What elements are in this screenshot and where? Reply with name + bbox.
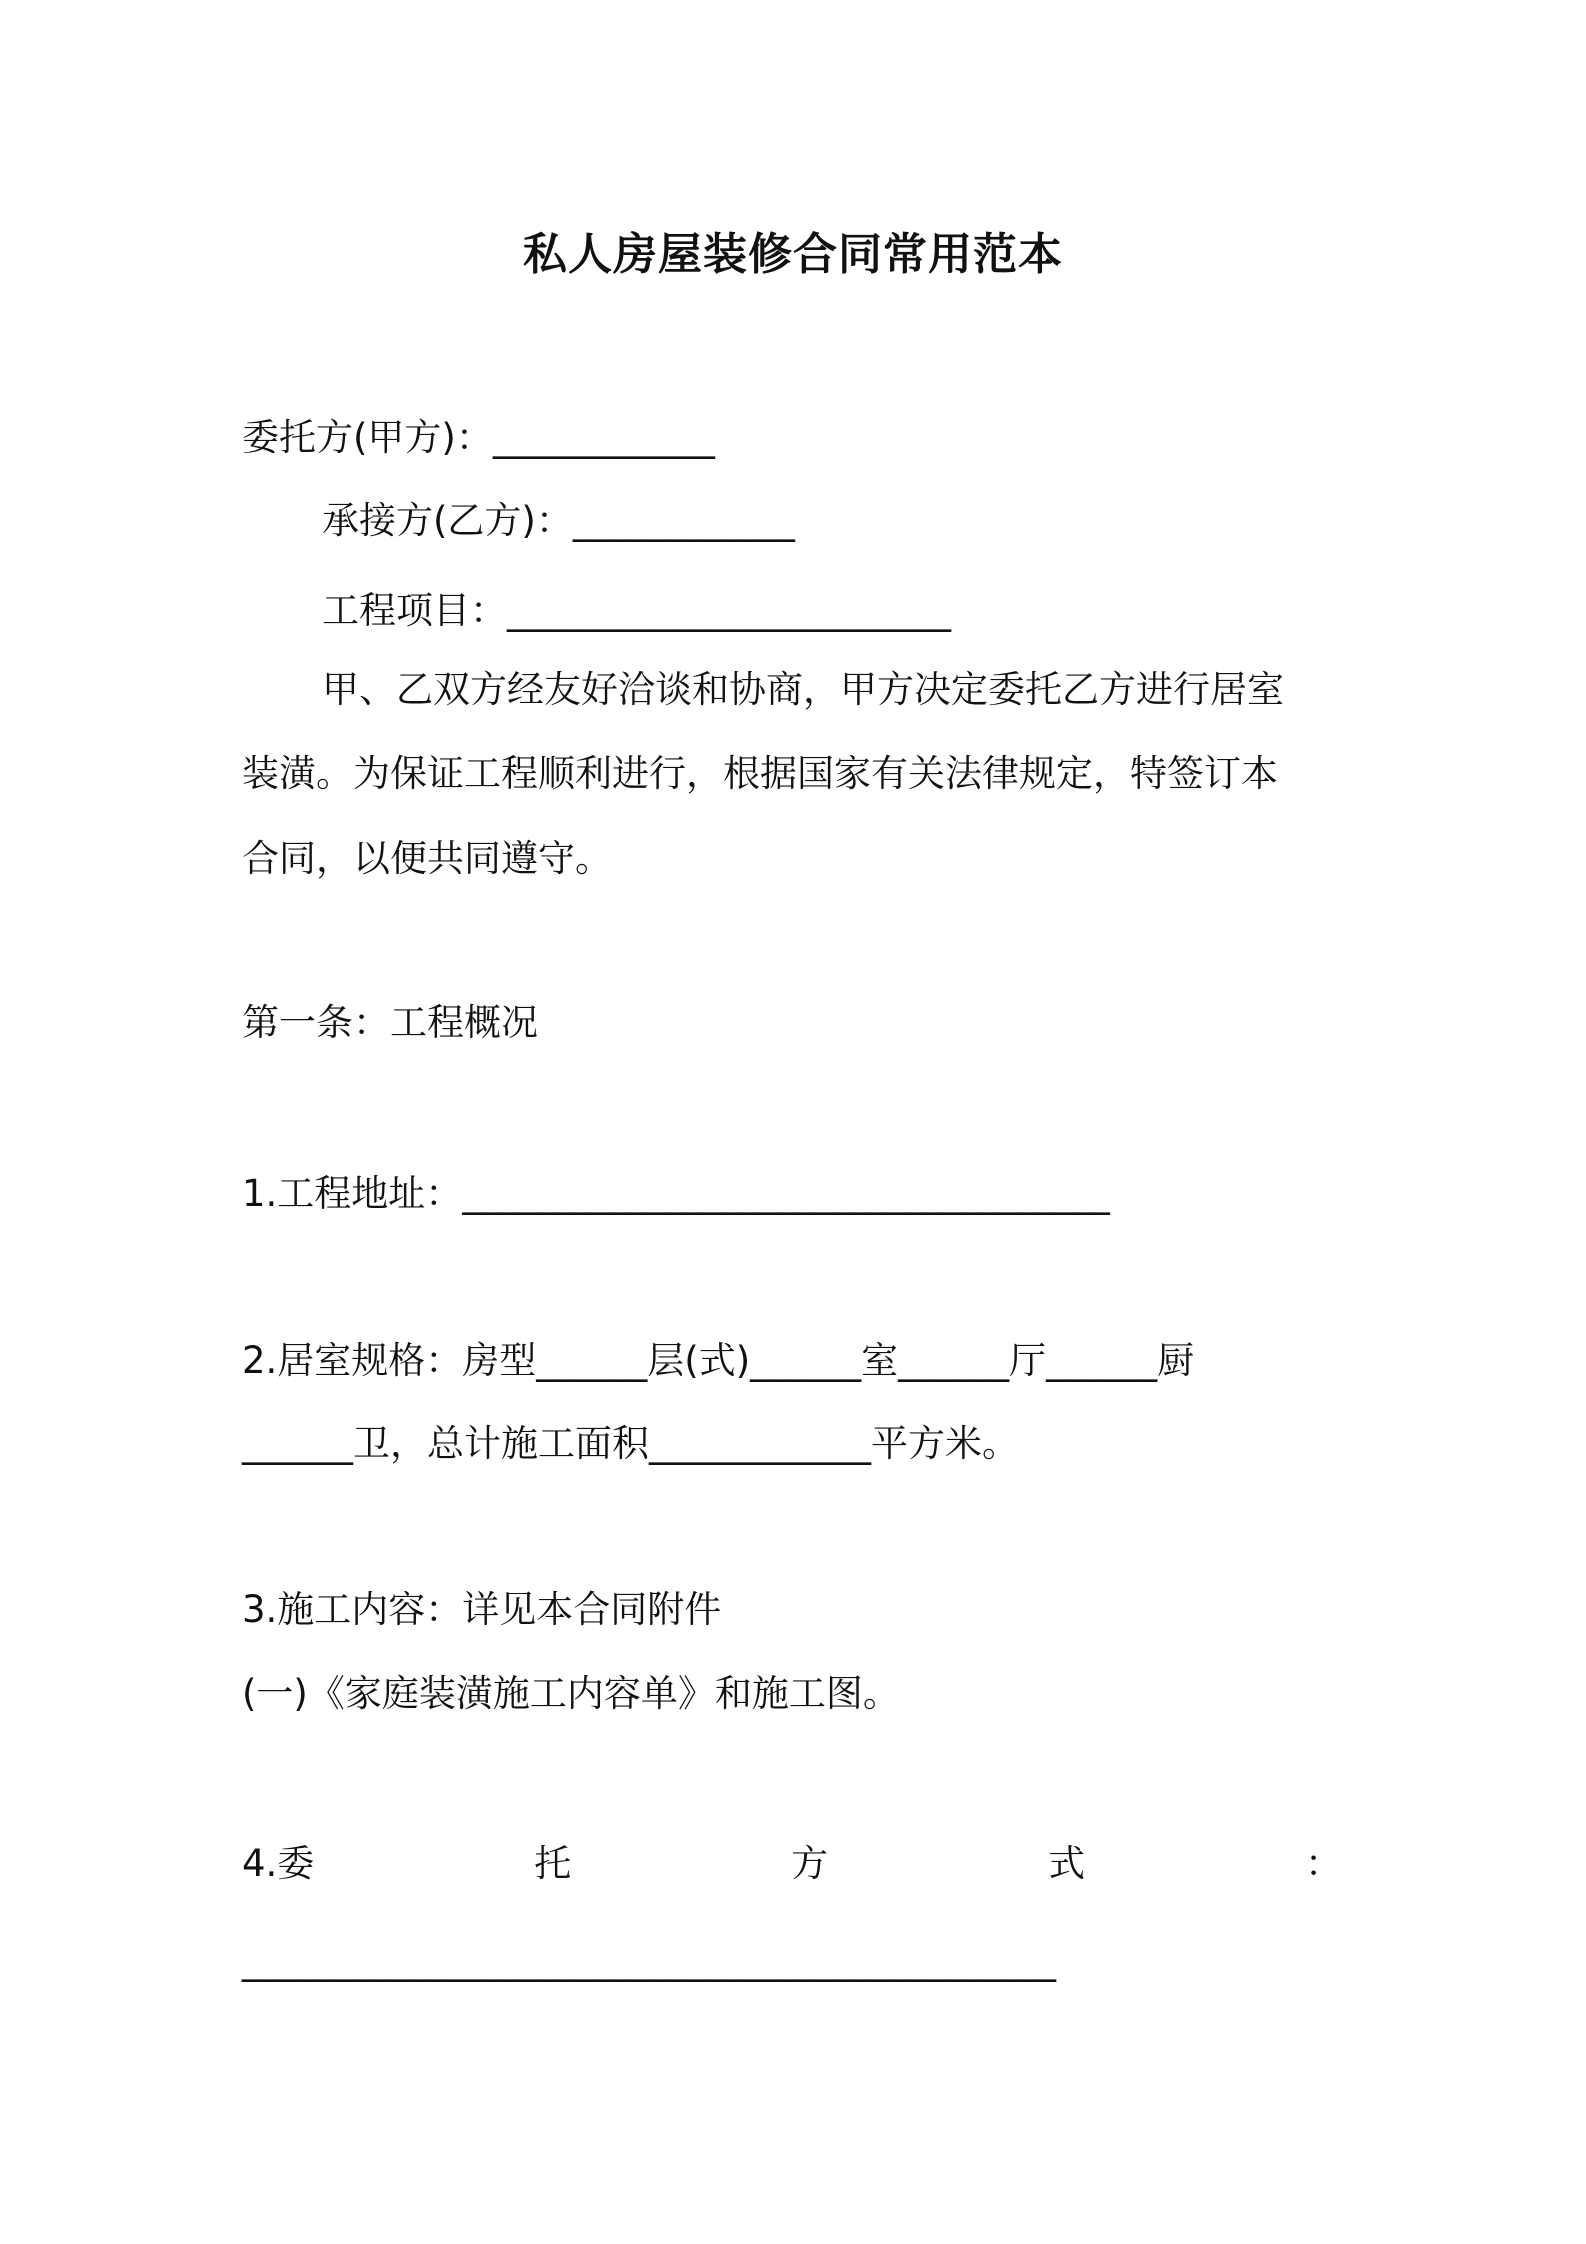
document-title: 私人房屋装修合同常用范本 (523, 229, 1063, 280)
intro-line-3: 合同，以便共同遵守。 (242, 837, 612, 880)
item-2-spec-line-1: 2.居室规格：房型______层(式)______室______厅______厨 (242, 1339, 1195, 1382)
intro-line-2: 装潢。为保证工程顺利进行，根据国家有关法律规定，特签订本 (242, 752, 1278, 795)
item-3-content: 3.施工内容：详见本合同附件 (242, 1588, 722, 1631)
article-1-heading: 第一条：工程概况 (242, 1001, 538, 1044)
item-4-part: 托 (534, 1842, 572, 1885)
item-1-address: 1.工程地址：___________________________________ (242, 1172, 1110, 1215)
item-4-part: ： (1305, 1842, 1342, 1885)
item-2-spec-line-2: ______卫，总计施工面积____________平方米。 (242, 1422, 1019, 1465)
item-4-delegation-method (242, 1838, 1342, 1890)
item-4-blank: ____________________________________________ (242, 1939, 1056, 1982)
project-field: 工程项目：________________________ (322, 589, 951, 632)
item-4-part: 4.委 (242, 1842, 315, 1885)
party-a-field: 委托方(甲方)：____________ (242, 416, 715, 459)
intro-line-1: 甲、乙双方经友好洽谈和协商，甲方决定委托乙方进行居室 (322, 668, 1284, 711)
item-4-part: 式 (1048, 1842, 1086, 1885)
party-b-field: 承接方(乙方)：____________ (322, 499, 795, 542)
item-4-part: 方 (791, 1842, 829, 1885)
item-3-sub: (一)《家庭装潢施工内容单》和施工图。 (242, 1672, 900, 1715)
